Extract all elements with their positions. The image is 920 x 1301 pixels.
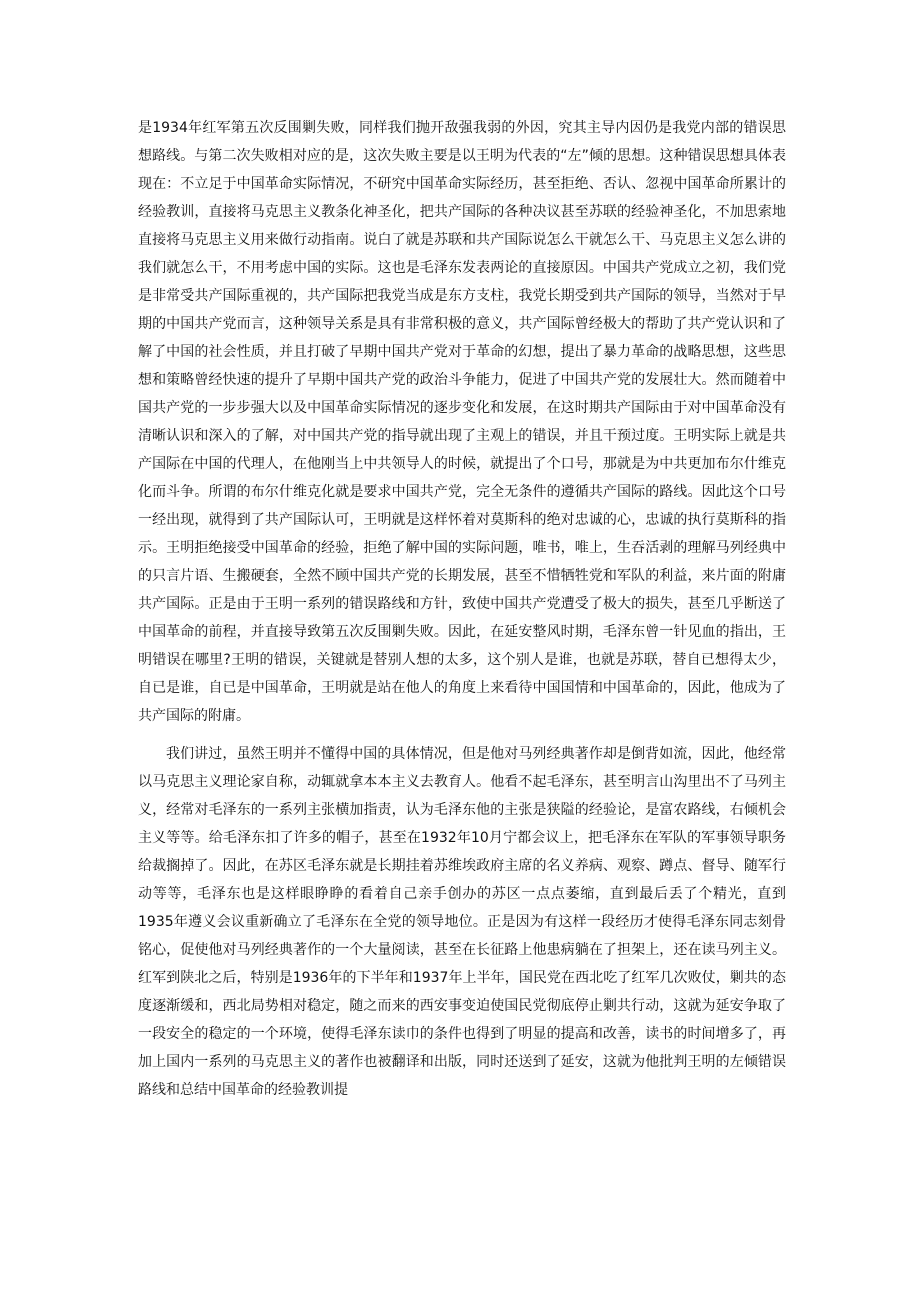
paragraph-2: 我们讲过，虽然王明并不懂得中国的具体情况，但是他对马列经典著作却是倒背如流，因此，他经常以马克思主义理论家自称，动辄就拿本本主义去教育人。他看不起毛泽东，甚至明言山沟里出不了马列主义，经常对毛泽东的一系列主张横加指责，认为毛泽东他的主张是狭隘的经验论，是富农路线，右倾机会主义等等。给毛泽东扣了许多的帽子，甚至在1932年10月宁都会议上，把毛泽东在军队的军事领导职务给裁搁掉了。因此，在苏区毛泽东就是长期挂着苏维埃政府主席的名义养病、观察、蹲点、督导、随军行动等等，毛泽东也是这样眼睁睁的看着自己亲手创办的苏区一点点萎缩，直到最后丢了个精光，直到1935年遵义会议重新确立了毛泽东在全党的领导地位。正是因为有这样一段经历才使得毛泽东同志刻骨铭心，促使他对马列经典著作的一个大量阅读，甚至在长征路上他患病躺在了担架上，还在读马列主义。红军到陕北之后，特别是1936年的下半年和1937年上半年，国民党在西北吃了红军几次败仗，剿共的态度逐渐缓和，西北局势相对稳定，随之而来的西安事变迫使国民党彻底停止剿共行动，这就为延安争取了一段安全的稳定的一个环境，使得毛泽东读巾的条件也得到了明显的提高和改善，读书的时间增多了，再加上国内一系列的马克思主义的著作也被翻译和出版，同时还送到了延安，这就为他批判王明的左倾错误路线和总结中国革命的经验教训提 [138, 746, 786, 1098]
paragraph-1: 是1934年红军第五次反围剿失败，同样我们抛开敌强我弱的外因，究其主导内因仍是我党内部的错误思想路线。与第二次失败相对应的是，这次失败主要是以王明为代表的“左”倾的思想。这种错误思想具体表现在：不立足于中国革命实际情况，不研究中国革命实际经历，甚至拒绝、否认、忽视中国革命所累计的经验教训，直接将马克思主义教条化神圣化，把共产国际的各种决议甚至苏联的经验神圣化，不加思索地直接将马克思主义用来做行动指南。说白了就是苏联和共产国际说怎么干就怎么干、马克思主义怎么讲的我们就怎么干，不用考虑中国的实际。这也是毛泽东发表两论的直接原因。中国共产党成立之初，我们党是非常受共产国际重视的，共产国际把我党当成是东方支柱，我党长期受到共产国际的领导，当然对于早期的中国共产党而言，这种领导关系是具有非常积极的意义，共产国际曾经极大的帮助了共产党认识和了解了中国的社会性质，并且打破了早期中国共产党对于革命的幻想，提出了暴力革命的战略思想，这些思想和策略曾经快速的提升了早期中国共产党的政治斗争能力，促进了中国共产党的发展壮大。然而随着中国共产党的一步步强大以及中国革命实际情况的逐步变化和发展，在这时期共产国际由于对中国革命没有清晰认识和深入的了解，对中国共产党的指导就出现了主观上的错误，并且干预过度。王明实际上就是共产国际在中国的代理人，在他刚当上中共领导人的时候，就提出了个口号，那就是为中共更加布尔什维克化而斗争。所谓的布尔什维克化就是要求中国共产党，完全无条件的遵循共产国际的路线。因此这个口号一经出现，就得到了共产国际认可，王明就是这样怀着对莫斯科的绝对忠诚的心，忠诚的执行莫斯科的指示。王明拒绝接受中国革命的经验，拒绝了解中国的实际问题，唯书，唯上，生吞活剥的理解马列经典中的只言片语、生搬硬套，全然不顾中国共产党的长期发展，甚至不惜牺牲党和军队的利益，来片面的附庸共产国际。正是由于王明一系列的错误路线和方针，致使中国共产党遭受了极大的损失，甚至几乎断送了中国革命的前程，并直接导致第五次反围剿失败。因此，在延安整风时期，毛泽东曾一针见血的指出，王明错误在哪里?王明的错误，关键就是替别人想的太多，这个别人是谁，也就是苏联，替自已想得太少，自已是谁，自已是中国革命，王明就是站在他人的角度上来看待中国国情和中国革命的，因此，他成为了共产国际的附庸。 [138, 120, 786, 724]
document-page [138, 114, 786, 1104]
